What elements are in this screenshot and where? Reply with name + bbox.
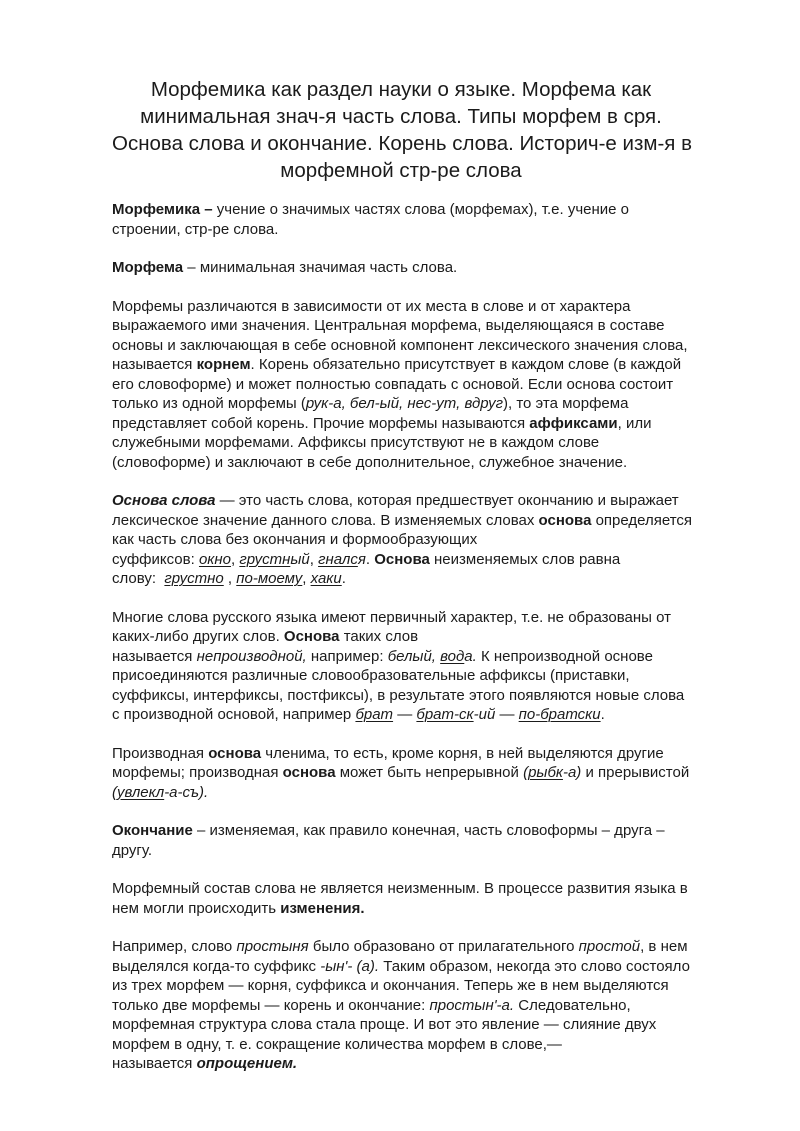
text-run: морфемная структура слова стала проще. И вот это явление — слияние двух [112,1016,657,1033]
text-run: суффиксы, интерфиксы, постфиксы), в результате этого появляются новые слова [112,686,685,704]
text-run: другу. [112,841,153,859]
text-run: основа [538,511,592,529]
paragraph [112,200,690,239]
text-run: аффиксами [529,414,618,432]
text-run: грустно [164,570,224,587]
paragraph [112,744,690,803]
paragraph [112,937,690,1074]
text-run: как часть слова без окончания и формообразующих [112,531,478,548]
text-run: Окончание [112,822,193,839]
text-run: -а-съ [164,783,200,801]
text-run: — [393,706,417,723]
text-run: служебными морфемами. Аффиксы присутствуют не в каждом слове [112,434,600,451]
text-run: белый, [387,647,436,665]
text-run: опрощением. [196,1055,298,1072]
text-run: ( [112,783,117,801]
text-run: рук-а, бел-ый, нес-ут, вдруг [305,395,503,412]
text-run: нем могли происходить [112,899,281,917]
text-run: рыбк [528,764,563,781]
text-run: непроизводной, [196,647,307,665]
text-run: выделялся когда-то суффикс [112,957,321,975]
text-run: Морфемика – [112,201,217,218]
text-run: , [302,570,311,587]
text-run: Основа слова [112,492,216,509]
text-run: -ий [473,706,496,723]
text-run: простын'-а. [429,996,515,1014]
text-run: называется [112,1055,197,1072]
text-run: – минимальная значимая часть слова. [183,259,458,276]
text-run: основа [282,764,336,781]
text-run: строении, стр-ре слова. [112,220,279,238]
text-run: брат [355,706,394,723]
text-run: Таким образом, некогда это слово состояло [379,957,690,975]
text-run: гналс [318,550,358,568]
text-run: Следовательно, [514,996,631,1014]
text-run: из трех морфем — корня, суффикса и окончания. Теперь же в нем выделяются [112,977,669,994]
text-run: учение о значимых частях слова (морфемах), т.е. учение о [216,201,629,218]
text-run: Многие слова русского языка имеют первичный характер, т.е. не образованы от [112,608,671,626]
text-run: Например, слово [112,938,237,955]
text-run: только из одной морфемы ( [112,395,306,412]
text-run: Морфема [112,259,184,276]
text-run: неизменяемых слов равна [429,550,621,568]
text-run: , [309,550,319,568]
text-run: я [357,550,366,568]
text-run: может быть непрерывной [335,764,524,781]
text-run: . [341,570,346,587]
text-run: корнем [196,356,251,373]
text-run: например: [306,647,388,665]
text-run: Морфемы различаются в зависимости от их места в слове и от характера [112,297,631,315]
text-run: увлекл [117,783,165,801]
text-run: Основа [374,550,430,568]
text-run: ый [290,550,310,568]
text-run: лексическое значение данного слова. В изменяемых словах [112,511,539,529]
text-run: , [230,550,240,568]
text-run: — это часть слова, которая предшествует окончанию и выражает [215,492,679,509]
text-run: было образовано от прилагательного [308,938,579,955]
text-run: суффиксов: [112,550,199,568]
text-run: называется [112,647,197,665]
document-page [112,76,693,1074]
text-run: . [600,706,605,723]
text-run: Производная [112,744,209,762]
text-run: К непроизводной основе [476,647,653,665]
text-run: выражаемого ими значения. Центральная морфема, выделяющаяся в составе [112,317,665,334]
text-run: -ын'- (а). [320,957,380,975]
text-run: каких-либо других слов. [112,628,284,645]
text-run: его словоформе) и может полностью совпадать с основой. Если основа состоит [112,375,674,393]
text-run: Основа [283,628,340,645]
text-run: морфемы; производная [112,764,283,781]
text-run: брат-ск [416,706,474,723]
text-run: вод [440,647,465,665]
text-run: -а) [562,764,582,781]
text-run: основа [208,744,262,762]
text-run: ( [523,764,529,781]
document-body [112,200,693,1074]
text-run: таких слов [339,628,419,645]
text-run: ), то эта морфема [503,395,629,412]
text-run: только две морфемы — корень и окончание: [112,996,430,1014]
text-run: . [365,550,375,568]
text-run: представляет собой корень. Прочие морфемы называются [112,414,530,432]
text-run: . Корень обязательно присутствует в каждом слове (в каждой [250,356,682,373]
text-run: определяется [591,511,693,529]
text-run: изменения. [280,899,365,917]
text-run: , [223,570,237,587]
text-run: слову: [112,570,165,587]
page-title: Морфемика как раздел науки о языке. Морфема как минимальная знач-я часть слова. Типы морфем в сря. Основа слова и окончание. Корень слова. Историч-е изм-я в морфемной стр-ре слова [112,78,692,182]
text-run: членима, то есть, кроме корня, в ней выделяются другие [261,744,664,762]
text-run: по-моему [236,570,303,587]
paragraph [112,879,690,918]
paragraph [112,491,693,589]
text-run: простой [578,938,641,955]
text-run: — [495,706,519,723]
text-run: хаки [310,570,342,587]
text-run: по-братски [518,706,601,723]
text-run: и прерывистой [581,764,690,781]
text-run: простыня [236,938,309,955]
text-run: присоединяются различные словообразовательные аффиксы (приставки, [112,667,630,684]
paragraph [112,258,690,278]
text-run: (словоформе) и заключают в себе дополнительное, служебное значение. [112,453,628,471]
text-run: ). [199,783,209,801]
text-run: , в нем [640,938,688,955]
text-run: Морфемный состав слова не является неизменным. В процессе развития языка в [112,880,688,897]
paragraph [112,297,690,473]
paragraph [112,821,690,860]
text-run: а. [464,647,477,665]
text-run: морфем в одну, т. е. сокращение количества морфем в слове,— [112,1035,562,1053]
text-run: , или [617,414,652,432]
text-run: основы и заключающая в себе основной компонент лексического значения слова, [112,336,688,354]
text-run: с производной основой, например [112,706,356,723]
text-run: называется [112,356,197,373]
text-run: – изменяемая, как правило конечная, часть словоформы – друга – [192,822,665,839]
paragraph [112,608,690,725]
text-run: грустн [239,550,291,568]
text-run: окно [198,550,231,568]
